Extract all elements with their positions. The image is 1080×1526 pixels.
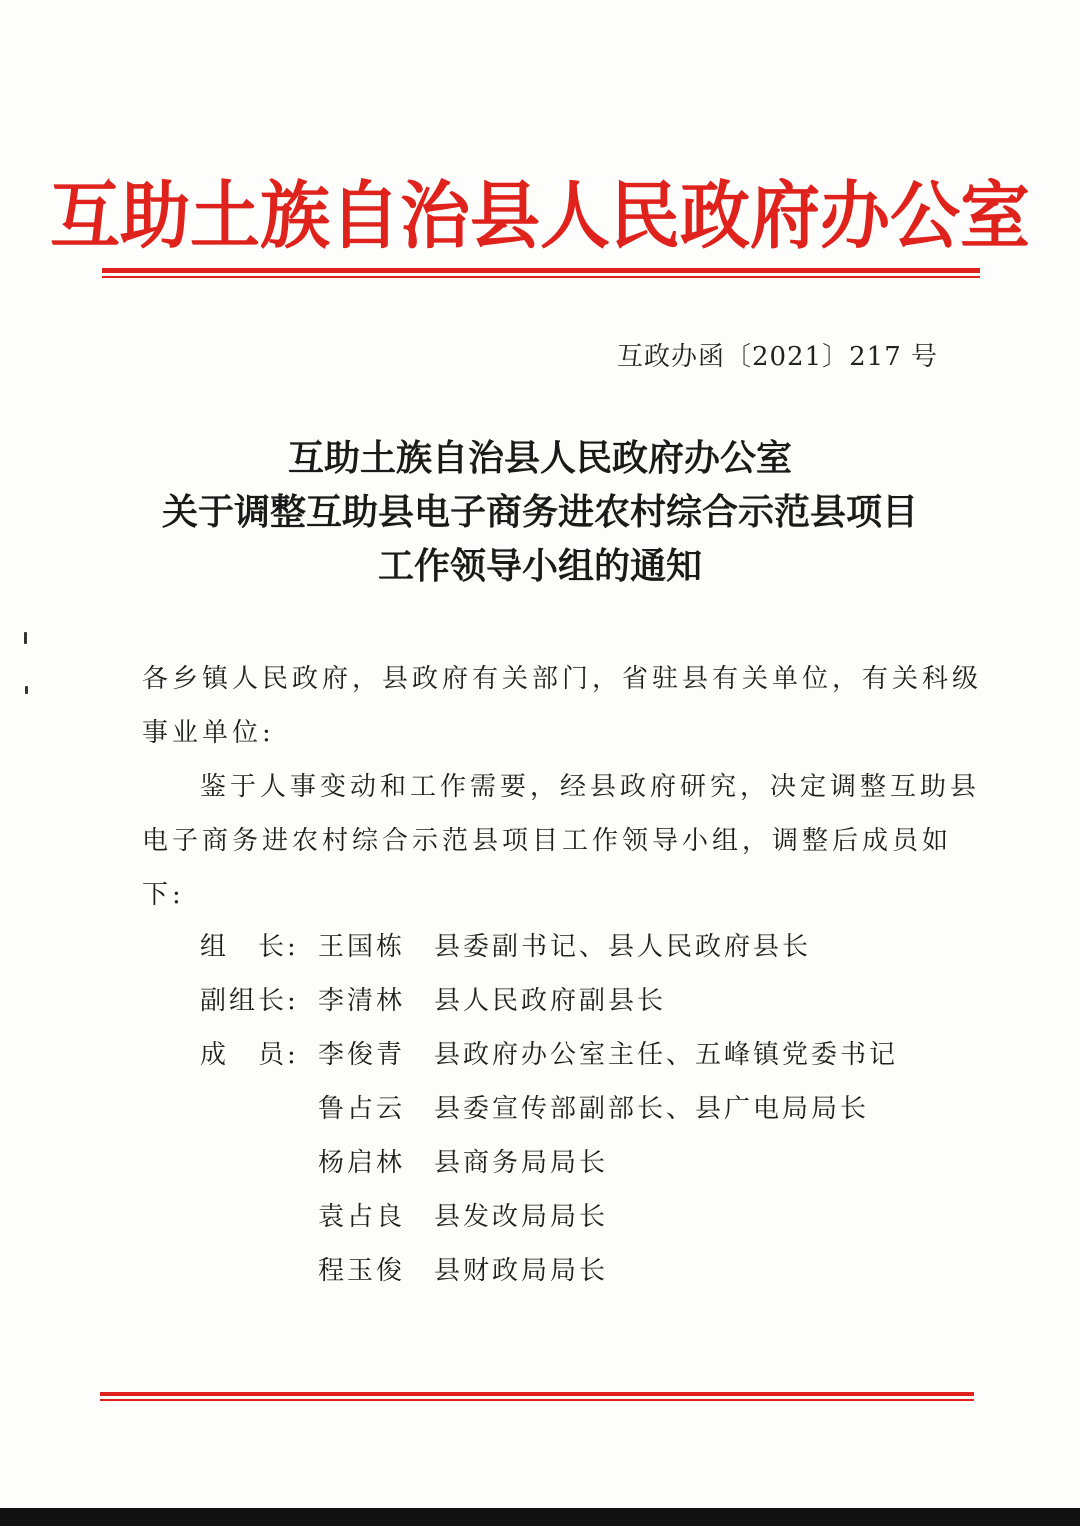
- member-position: 县委宣传部副部长、县广电局局长: [434, 1094, 870, 1124]
- member-row: [200, 1088, 960, 1128]
- paragraph-line-3: 下:: [142, 880, 185, 910]
- member-row: [200, 1250, 960, 1290]
- member-position: 县财政局局长: [434, 1256, 609, 1286]
- paragraph-line-1: 鉴于人事变动和工作需要，经县政府研究，决定调整互助县: [200, 772, 981, 802]
- member-name: 李清林: [318, 986, 406, 1016]
- member-name: 杨启林: [318, 1148, 406, 1178]
- header-rule-thin: [102, 276, 980, 278]
- org-header: 互助土族自治县人民政府办公室: [50, 171, 1030, 260]
- title-line-3: 工作领导小组的通知: [377, 545, 702, 587]
- member-position: 县政府办公室主任、五峰镇党委书记: [434, 1040, 899, 1070]
- member-role: 组 长:: [200, 932, 299, 962]
- addressee-line-1: 各乡镇人民政府，县政府有关部门，省驻县有关单位，有关科级: [142, 664, 983, 694]
- member-row: [200, 980, 960, 1020]
- member-position: 县发改局局长: [434, 1202, 609, 1232]
- addressee-line-2: 事业单位:: [142, 718, 275, 748]
- member-role: 副组长:: [200, 986, 299, 1016]
- scan-mark: [25, 686, 28, 694]
- member-row: [200, 926, 960, 966]
- header-rule-thick: [102, 268, 980, 273]
- member-name: 袁占良: [318, 1202, 406, 1232]
- member-position: 县委副书记、县人民政府县长: [434, 932, 812, 962]
- title-line-1: 互助土族自治县人民政府办公室: [287, 437, 792, 479]
- paragraph-line-2: 电子商务进农村综合示范县项目工作领导小组，调整后成员如: [142, 826, 953, 856]
- member-name: 鲁占云: [318, 1094, 406, 1124]
- footer-rule-thin: [100, 1399, 974, 1401]
- footer-rule-thick: [100, 1392, 974, 1396]
- title-line-2: 关于调整互助县电子商务进农村综合示范县项目: [161, 491, 918, 533]
- member-position: 县人民政府副县长: [434, 986, 667, 1016]
- member-name: 程玉俊: [318, 1256, 406, 1286]
- member-role: 成 员:: [200, 1040, 299, 1070]
- member-name: 李俊青: [318, 1040, 406, 1070]
- member-row: [200, 1034, 960, 1074]
- scan-edge-shadow: [0, 1508, 1080, 1526]
- member-name: 王国栋: [318, 932, 406, 962]
- member-row: [200, 1196, 960, 1236]
- member-position: 县商务局局长: [434, 1148, 609, 1178]
- scan-mark: [24, 632, 27, 644]
- member-row: [200, 1142, 960, 1182]
- document-number: 互政办函〔2021〕217 号: [616, 342, 938, 372]
